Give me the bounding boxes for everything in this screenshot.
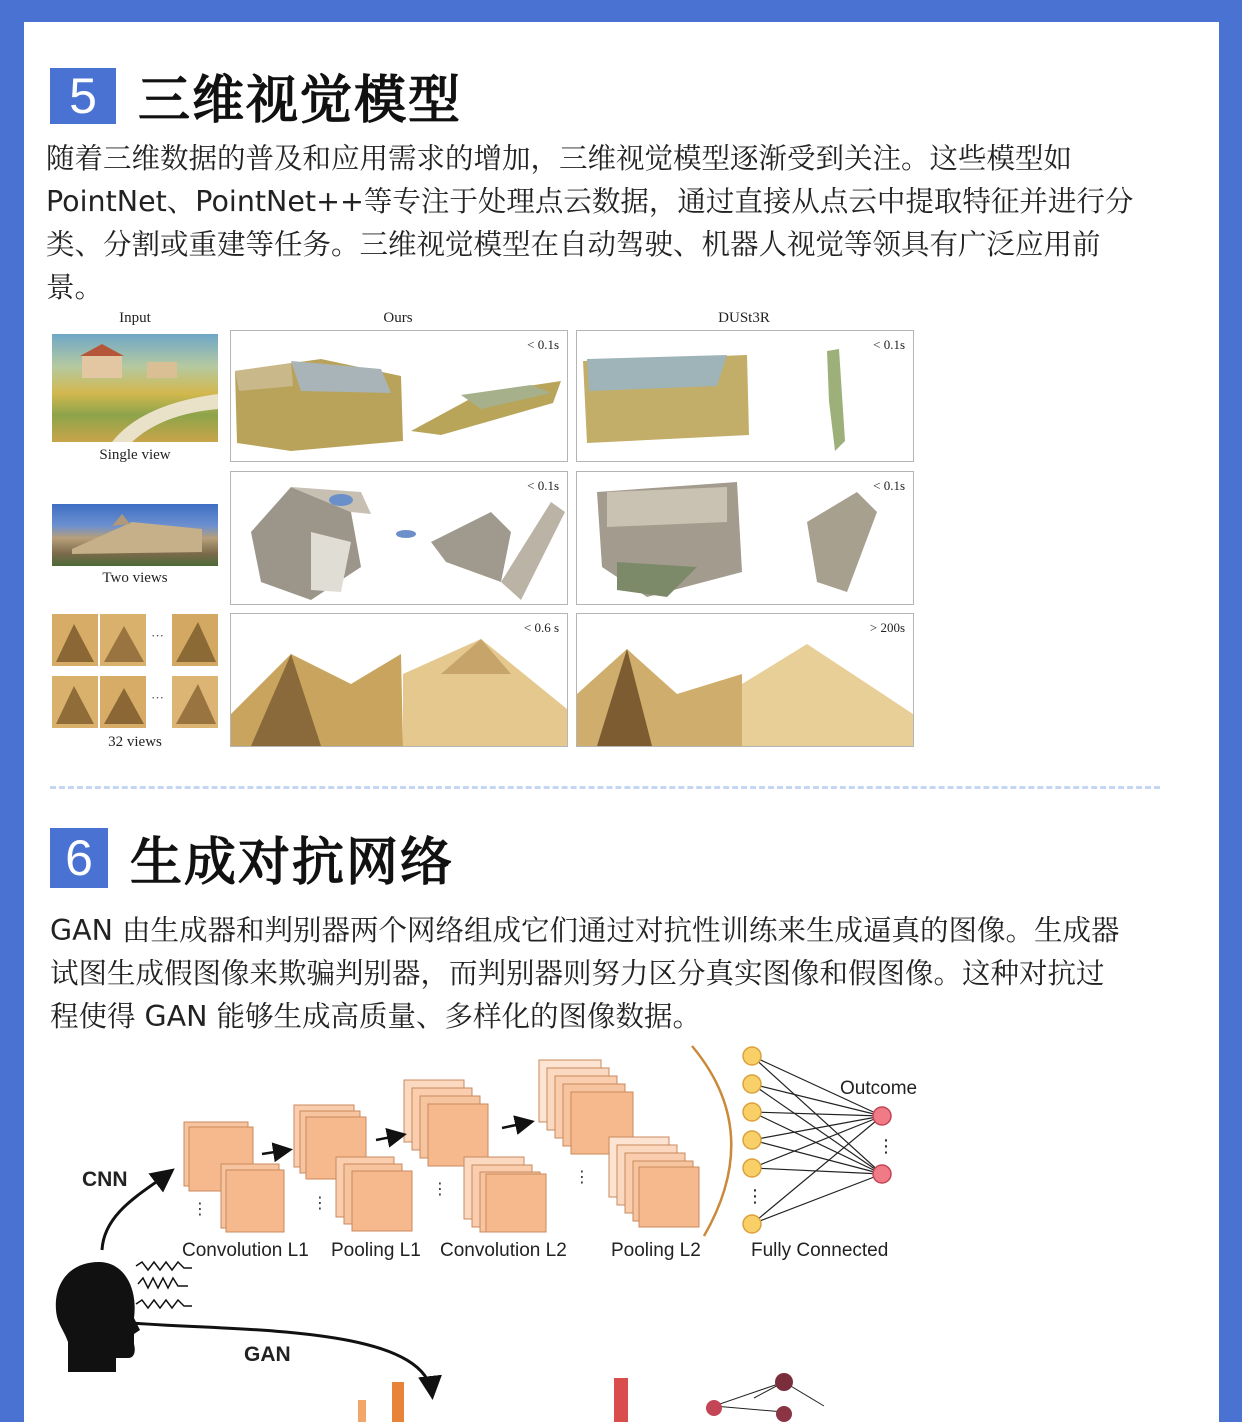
paragraph-line: PointNet、PointNet++等专注于处理点云数据，通过直接从点云中提取特征并进行分 bbox=[46, 185, 1134, 218]
content-card bbox=[24, 22, 1219, 1422]
svg-text:⋮: ⋮ bbox=[746, 1186, 764, 1207]
pooling-l2-feature-maps bbox=[539, 1060, 699, 1227]
timing-label: < 0.1s bbox=[527, 478, 559, 493]
cnn-gan-diagram bbox=[24, 22, 1219, 1422]
ellipsis: ··· bbox=[151, 628, 164, 643]
row-caption: Two views bbox=[102, 570, 168, 586]
conv-l2-feature-maps bbox=[404, 1080, 546, 1232]
row-caption: 32 views bbox=[108, 734, 162, 750]
timing-label: < 0.6 s bbox=[523, 620, 559, 635]
svg-text:⋮: ⋮ bbox=[877, 1136, 895, 1157]
paragraph-line: 程使得 GAN 能够生成高质量、多样化的图像数据。 bbox=[50, 1000, 702, 1033]
layer-label: Pooling L1 bbox=[331, 1240, 421, 1261]
timing-label: < 0.1s bbox=[873, 337, 905, 352]
section-6-title: 生成对抗网络 bbox=[130, 833, 455, 893]
svg-text:⋮: ⋮ bbox=[192, 1199, 208, 1218]
layer-label: Pooling L2 bbox=[611, 1240, 701, 1261]
svg-text:⋮: ⋮ bbox=[312, 1193, 328, 1212]
column-header-input: Input bbox=[119, 310, 151, 326]
section-6-number: 6 bbox=[50, 828, 108, 888]
section-5-title: 三维视觉模型 bbox=[138, 71, 463, 131]
cnn-label: CNN bbox=[82, 1168, 128, 1191]
column-header-ours: Ours bbox=[383, 310, 413, 326]
head-icon bbox=[56, 1262, 140, 1372]
paragraph-line: GAN 由生成器和判别器两个网络组成它们通过对抗性训练来生成逼真的图像。生成器 bbox=[50, 914, 1120, 947]
paragraph-line: 景。 bbox=[46, 271, 104, 304]
outcome-label: Outcome bbox=[840, 1078, 918, 1099]
row-caption: Single view bbox=[99, 447, 171, 463]
timing-label: > 200s bbox=[869, 620, 905, 635]
timing-label: < 0.1s bbox=[527, 337, 559, 352]
layer-label: Convolution L1 bbox=[182, 1240, 309, 1261]
diagram-graphics bbox=[24, 22, 1219, 1422]
svg-text:⋮: ⋮ bbox=[432, 1179, 448, 1198]
ellipsis: ··· bbox=[151, 690, 164, 705]
paragraph-line: 试图生成假图像来欺骗判别器，而判别器则努力区分真实图像和假图像。这种对抗过 bbox=[50, 957, 1105, 990]
section-5-number: 5 bbox=[50, 68, 116, 124]
gan-label: GAN bbox=[244, 1343, 291, 1366]
paragraph-line: 类、分割或重建等任务。三维视觉模型在自动驾驶、机器人视觉等领具有广泛应用前 bbox=[46, 228, 1101, 261]
layer-label: Convolution L2 bbox=[440, 1240, 567, 1261]
timing-label: < 0.1s bbox=[873, 478, 905, 493]
pooling-l1-feature-maps bbox=[294, 1105, 412, 1231]
paragraph-line: 随着三维数据的普及和应用需求的增加，三维视觉模型逐渐受到关注。这些模型如 bbox=[46, 142, 1073, 175]
layer-label: Fully Connected bbox=[751, 1240, 889, 1261]
column-header-dust3r: DUSt3R bbox=[718, 310, 770, 326]
svg-text:⋮: ⋮ bbox=[574, 1167, 590, 1186]
